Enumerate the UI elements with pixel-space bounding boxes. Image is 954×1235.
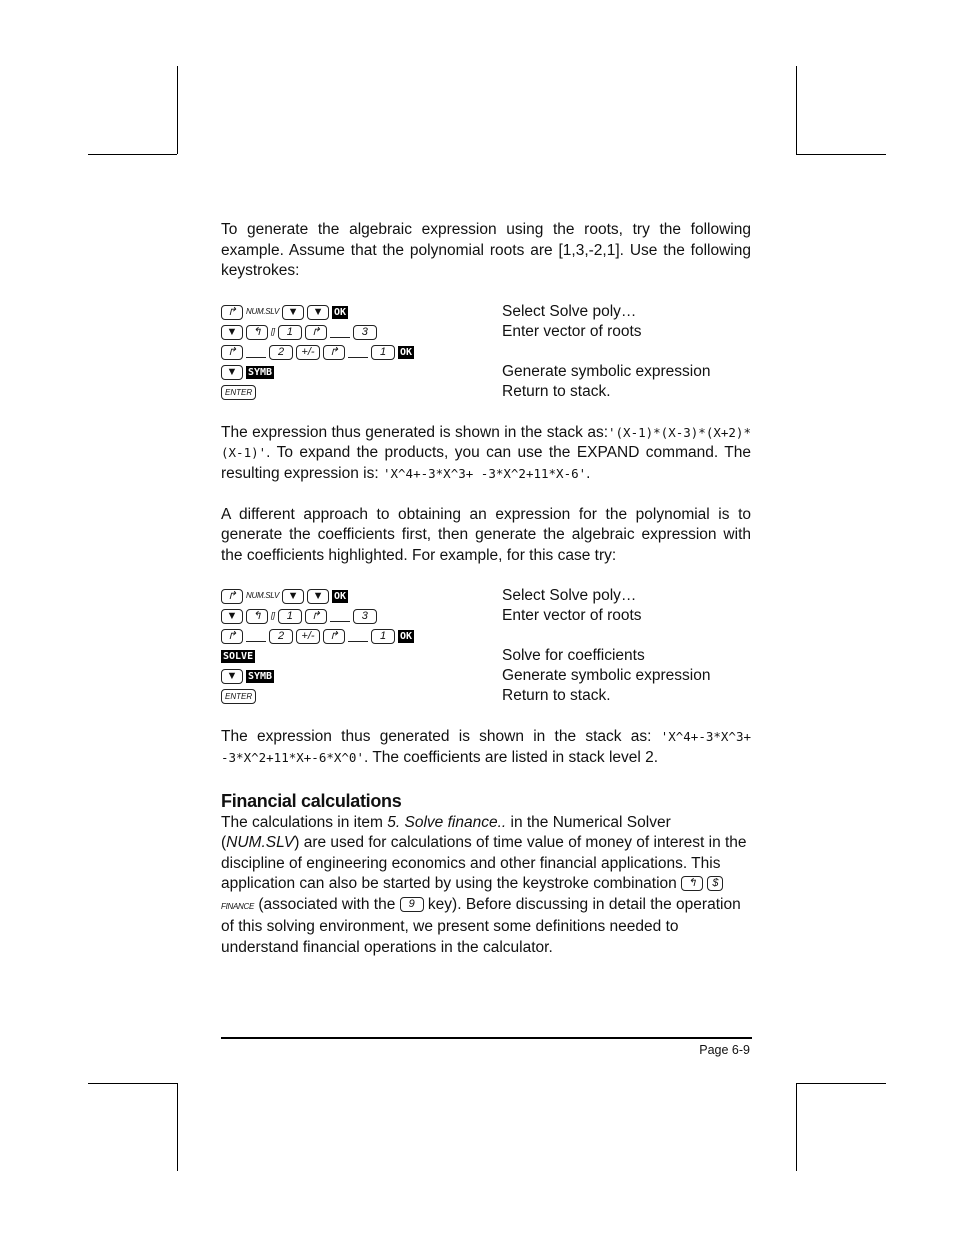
- financial-paragraph: The calculations in item 5. Solve finance.. in the Numerical Solver (NUM.SLV) are used for calculations of time value of money of interest in the discipline of engineering economics and other financial applications. This application can also be started by using the keystroke combination ↰ $FINANCE (associated with the 9 key). Before discussing in detail the operation of this solving environment, we present some definitions needed to understand financial operations in the calculator.: [221, 813, 747, 956]
- crop-mark: [796, 1083, 886, 1084]
- key-1: 1: [278, 325, 302, 340]
- keystroke-row: [221, 667, 751, 687]
- down-arrow-key-icon: ▼: [221, 325, 243, 340]
- negate-key: +/-: [296, 345, 320, 360]
- footer-rule: [221, 1037, 752, 1039]
- key-sequence: [221, 302, 502, 323]
- right-shift-key-icon: ↱: [323, 345, 345, 360]
- key-1: 1: [278, 609, 302, 624]
- down-arrow-key-icon: ▼: [282, 589, 304, 604]
- key-1: 1: [371, 629, 395, 644]
- key-sequence: [221, 385, 502, 400]
- bracket-label: []: [271, 611, 275, 621]
- right-shift-key-icon: ↱: [221, 589, 243, 604]
- enter-key: ENTER: [221, 385, 256, 400]
- symb-softkey: SYMB: [248, 366, 273, 378]
- crop-mark: [796, 66, 797, 154]
- key-3: 3: [353, 325, 377, 340]
- keystroke-row: [221, 687, 751, 707]
- key-sequence: [221, 365, 502, 380]
- down-arrow-key-icon: ▼: [221, 365, 243, 380]
- crop-mark: [177, 66, 178, 154]
- key-sequence: [221, 629, 502, 644]
- expression-paragraph: The expression thus generated is shown in the stack as:'(X-1)*(X-3)*(X+2)*(X-1)'. To expand the products, you can use the EXPAND command. The resulting expression is: 'X^4+-3*X^3+ -3*X^2+11*X-6'.: [221, 423, 751, 482]
- keystroke-description: Return to stack.: [502, 382, 611, 400]
- bracket-label: []: [271, 326, 275, 336]
- keystroke-row: [221, 627, 751, 647]
- right-shift-key-icon: ↱: [221, 345, 243, 360]
- key-sequence: [221, 586, 502, 607]
- crop-mark: [177, 1083, 178, 1171]
- right-shift-key-icon: ↱: [305, 609, 327, 624]
- keystroke-description: Enter vector of roots: [502, 322, 642, 340]
- keystroke-description: Solve for coefficients: [502, 647, 645, 665]
- negate-key: +/-: [296, 629, 320, 644]
- keystroke-row: [221, 382, 751, 402]
- right-shift-key-icon: ↱: [323, 629, 345, 644]
- crop-mark: [88, 154, 177, 155]
- keystroke-row: [221, 342, 751, 362]
- right-shift-key-icon: ↱: [305, 325, 327, 340]
- keystroke-description: Generate symbolic expression: [502, 667, 711, 685]
- key-sequence: [221, 606, 502, 627]
- ok-softkey: OK: [400, 346, 413, 358]
- comma-key-icon: [246, 347, 266, 358]
- key-sequence: [221, 650, 502, 663]
- left-shift-key-icon: ↰: [246, 609, 268, 624]
- ok-softkey: OK: [334, 306, 347, 318]
- keystroke-row: [221, 587, 751, 607]
- coefficients-paragraph: The expression thus generated is shown in the stack as: 'X^4+-3*X^3+ -3*X^2+11*X+-6*X^0'. The coefficients are listed in stack level 2.: [221, 728, 751, 766]
- left-shift-key-icon: ↰: [681, 876, 703, 891]
- keystroke-sequence-1: [221, 302, 751, 402]
- down-arrow-key-icon: ▼: [221, 669, 243, 684]
- key-sequence: [221, 669, 502, 684]
- right-shift-key-icon: ↱: [221, 305, 243, 320]
- crop-mark: [796, 1083, 797, 1171]
- symb-softkey: SYMB: [248, 671, 273, 682]
- keystroke-description: Enter vector of roots: [502, 607, 642, 625]
- key-sequence: [221, 689, 502, 704]
- finance-label: FINANCE: [221, 901, 255, 911]
- down-arrow-key-icon: ▼: [221, 609, 243, 624]
- keystroke-row: [221, 647, 751, 667]
- comma-key-icon: [246, 631, 266, 642]
- keystroke-description: Generate symbolic expression: [502, 362, 711, 380]
- ok-softkey: OK: [400, 631, 413, 642]
- crop-mark: [796, 154, 886, 155]
- key-3: 3: [353, 609, 377, 624]
- comma-key-icon: [330, 611, 350, 622]
- numslv-label: NUM.SLV: [246, 591, 280, 601]
- key-sequence: [221, 345, 502, 360]
- approach-paragraph: A different approach to obtaining an expression for the polynomial is to generate the coefficients first, then generate the algebraic expression with the coefficients highlighted. For example, for this case try:: [221, 505, 751, 564]
- down-arrow-key-icon: ▼: [282, 305, 304, 320]
- crop-mark: [88, 1083, 177, 1084]
- intro-paragraph: To generate the algebraic expression using the roots, try the following example. Assume that the polynomial roots are [1,3,-2,1]. Use the following keystrokes:: [221, 221, 751, 279]
- comma-key-icon: [348, 347, 368, 358]
- keystroke-row: [221, 362, 751, 382]
- page-content: [221, 220, 751, 958]
- keystroke-description: Select Solve poly…: [502, 587, 637, 605]
- page-number: Page 6-9: [699, 1043, 750, 1057]
- enter-key: ENTER: [221, 689, 256, 704]
- ok-softkey: OK: [334, 591, 347, 602]
- right-shift-key-icon: ↱: [221, 629, 243, 644]
- down-arrow-key-icon: ▼: [307, 305, 329, 320]
- key-sequence: [221, 322, 502, 343]
- down-arrow-key-icon: ▼: [307, 589, 329, 604]
- key-1: 1: [371, 345, 395, 360]
- keystroke-description: Return to stack.: [502, 687, 611, 705]
- dollar-key: $: [707, 876, 723, 891]
- keystroke-row: [221, 322, 751, 342]
- keystroke-row: [221, 607, 751, 627]
- numslv-label: NUM.SLV: [246, 306, 280, 316]
- keystroke-row: [221, 302, 751, 322]
- left-shift-key-icon: ↰: [246, 325, 268, 340]
- comma-key-icon: [330, 327, 350, 338]
- comma-key-icon: [348, 631, 368, 642]
- key-2: 2: [269, 345, 293, 360]
- key-9: 9: [400, 897, 424, 912]
- keystroke-description: Select Solve poly…: [502, 302, 637, 320]
- solve-softkey: SOLVE: [223, 651, 254, 662]
- key-2: 2: [269, 629, 293, 644]
- keystroke-sequence-2: [221, 587, 751, 707]
- section-heading: Financial calculations: [221, 790, 402, 811]
